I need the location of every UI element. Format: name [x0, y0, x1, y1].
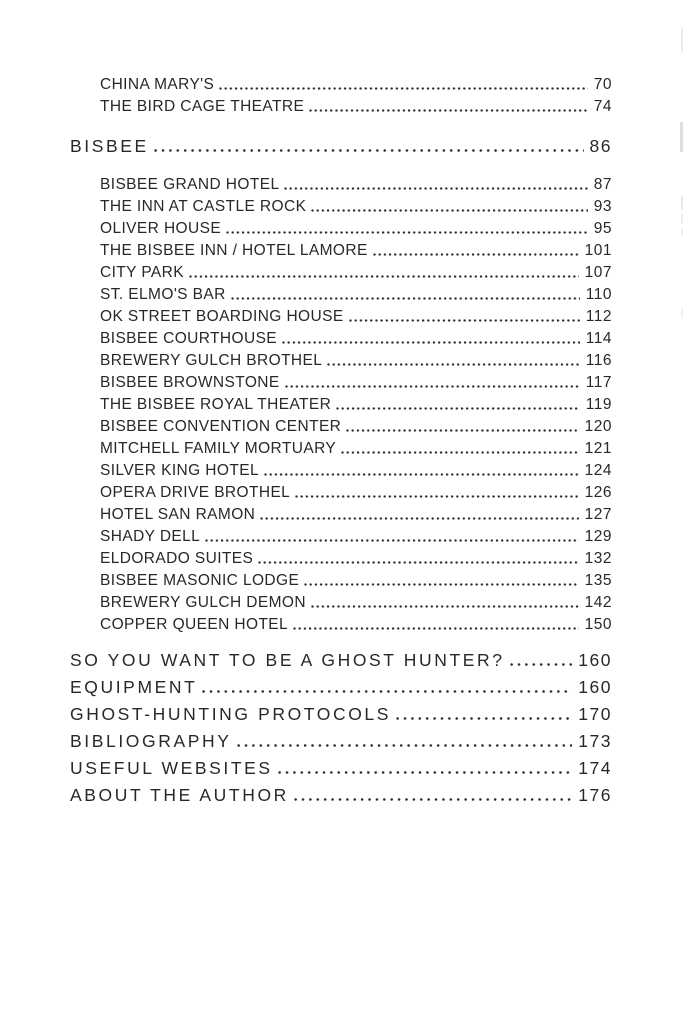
entry-label: ELDORADO SUITES — [100, 549, 254, 567]
toc-section-heading-row — [70, 700, 612, 727]
dot-leader — [293, 627, 579, 630]
entry-page-number: 176 — [578, 784, 612, 805]
toc-bisbee-entries — [70, 174, 612, 636]
entry-page-number: 120 — [584, 417, 612, 435]
toc-entry-row — [70, 218, 612, 240]
entry-page-number: 124 — [584, 461, 612, 479]
entry-page-number: 101 — [584, 241, 612, 259]
entry-label: COPPER QUEEN HOTEL — [100, 615, 289, 633]
entry-page-number: 114 — [585, 329, 612, 347]
dot-leader — [294, 798, 572, 801]
entry-label: BISBEE CONVENTION CENTER — [100, 417, 342, 435]
dot-leader — [219, 87, 587, 90]
entry-page-number: 107 — [584, 263, 612, 281]
toc-section-heading-row — [70, 646, 612, 673]
toc-entry-row — [70, 174, 612, 196]
toc-section-heading-row — [70, 781, 612, 808]
dot-leader — [373, 253, 579, 256]
toc-entry-row — [70, 306, 612, 328]
toc-back-matter — [70, 646, 612, 808]
dot-leader — [349, 319, 580, 322]
toc-entry-row — [70, 416, 612, 438]
entry-label: OPERA DRIVE BROTHEL — [100, 483, 291, 501]
entry-label: BISBEE COURTHOUSE — [100, 329, 278, 347]
entry-page-number: 160 — [578, 649, 612, 670]
toc-entry-row — [70, 570, 612, 592]
entry-page-number: 132 — [584, 549, 612, 567]
entry-page-number: 160 — [578, 676, 612, 697]
section-heading-label: SO YOU WANT TO BE A GHOST HUNTER? — [70, 649, 505, 670]
toc-entry-row — [70, 394, 612, 416]
section-heading-label: USEFUL WEBSITES — [70, 757, 273, 778]
entry-label: CITY PARK — [100, 263, 184, 281]
entry-page-number: 112 — [585, 307, 612, 325]
toc-section-heading-row — [70, 727, 612, 754]
dot-leader — [346, 429, 578, 432]
dot-leader — [205, 539, 578, 542]
toc-entry-row — [70, 614, 612, 636]
entry-label: THE BISBEE ROYAL THEATER — [100, 395, 332, 413]
toc-entry-row — [70, 482, 612, 504]
dot-leader — [396, 717, 572, 720]
toc-section-heading-row — [70, 673, 612, 700]
dot-leader — [258, 561, 578, 564]
section-heading-label: EQUIPMENT — [70, 676, 198, 697]
dot-leader — [282, 341, 580, 344]
dot-leader — [231, 297, 580, 300]
toc-entry-row — [70, 504, 612, 526]
entry-label: BREWERY GULCH DEMON — [100, 593, 306, 611]
toc-entry-row — [70, 196, 612, 218]
entry-page-number: 135 — [584, 571, 612, 589]
entry-page-number: 70 — [593, 75, 612, 93]
entry-page-number: 127 — [584, 505, 612, 523]
entry-page-number: 142 — [584, 593, 612, 611]
toc-continued-entries — [70, 74, 612, 118]
dot-leader — [264, 473, 579, 476]
entry-page-number: 170 — [578, 703, 612, 724]
toc-entry-row — [70, 548, 612, 570]
section-heading-label: GHOST-HUNTING PROTOCOLS — [70, 703, 392, 724]
entry-page-number: 95 — [593, 219, 612, 237]
dot-leader — [189, 275, 579, 278]
entry-label: MITCHELL FAMILY MORTUARY — [100, 439, 337, 457]
entry-label: THE INN AT CASTLE ROCK — [100, 197, 307, 215]
toc-entry-row — [70, 74, 612, 96]
dot-leader — [285, 385, 580, 388]
toc-entry-row — [70, 372, 612, 394]
entry-page-number: 116 — [585, 351, 612, 369]
entry-label: OK STREET BOARDING HOUSE — [100, 307, 344, 325]
dot-leader — [260, 517, 578, 520]
entry-label: CHINA MARY'S — [100, 75, 215, 93]
entry-page-number: 150 — [584, 615, 612, 633]
entry-page-number: 126 — [584, 483, 612, 501]
toc-entry-row — [70, 284, 612, 306]
entry-label: BISBEE MASONIC LODGE — [100, 571, 300, 589]
entry-page-number: 174 — [578, 757, 612, 778]
entry-label: BREWERY GULCH BROTHEL — [100, 351, 323, 369]
entry-label: BISBEE BROWNSTONE — [100, 373, 280, 391]
toc-entry-row — [70, 438, 612, 460]
entry-page-number: 87 — [593, 175, 612, 193]
toc-entry-row — [70, 460, 612, 482]
toc-entry-row — [70, 96, 612, 118]
section-heading-label: ABOUT THE AUTHOR — [70, 784, 289, 805]
toc-entry-row — [70, 350, 612, 372]
chapter-heading-label: BISBEE — [70, 135, 149, 156]
dot-leader — [237, 744, 573, 747]
dot-leader — [295, 495, 578, 498]
entry-page-number: 173 — [578, 730, 612, 751]
toc-entry-row — [70, 262, 612, 284]
dot-leader — [341, 451, 579, 454]
entry-page-number: 117 — [585, 373, 612, 391]
entry-label: THE BIRD CAGE THEATRE — [100, 97, 305, 115]
chapter-heading-bisbee — [70, 133, 612, 159]
dot-leader — [304, 583, 578, 586]
dot-leader — [154, 149, 584, 152]
entry-page-number: 93 — [593, 197, 612, 215]
table-of-contents — [70, 74, 612, 808]
entry-page-number: 86 — [589, 135, 612, 156]
dot-leader — [284, 187, 587, 190]
entry-label: BISBEE GRAND HOTEL — [100, 175, 280, 193]
entry-page-number: 74 — [593, 97, 612, 115]
dot-leader — [311, 209, 587, 212]
dot-leader — [226, 231, 588, 234]
entry-label: HOTEL SAN RAMON — [100, 505, 256, 523]
entry-page-number: 129 — [584, 527, 612, 545]
entry-label: ST. ELMO'S BAR — [100, 285, 226, 303]
entry-label: SILVER KING HOTEL — [100, 461, 259, 479]
toc-entry-row — [70, 328, 612, 350]
dot-leader — [336, 407, 580, 410]
dot-leader — [202, 690, 572, 693]
toc-section-heading-row — [70, 754, 612, 781]
dot-leader — [309, 109, 588, 112]
entry-page-number: 121 — [584, 439, 612, 457]
dot-leader — [510, 663, 573, 666]
entry-page-number: 119 — [585, 395, 612, 413]
dot-leader — [278, 771, 573, 774]
entry-label: SHADY DELL — [100, 527, 201, 545]
entry-label: THE BISBEE INN / HOTEL LAMORE — [100, 241, 368, 259]
entry-page-number: 110 — [585, 285, 612, 303]
dot-leader — [311, 605, 579, 608]
toc-entry-row — [70, 592, 612, 614]
section-heading-label: BIBLIOGRAPHY — [70, 730, 232, 751]
toc-entry-row — [70, 240, 612, 262]
toc-entry-row — [70, 526, 612, 548]
entry-label: OLIVER HOUSE — [100, 219, 222, 237]
dot-leader — [327, 363, 579, 366]
